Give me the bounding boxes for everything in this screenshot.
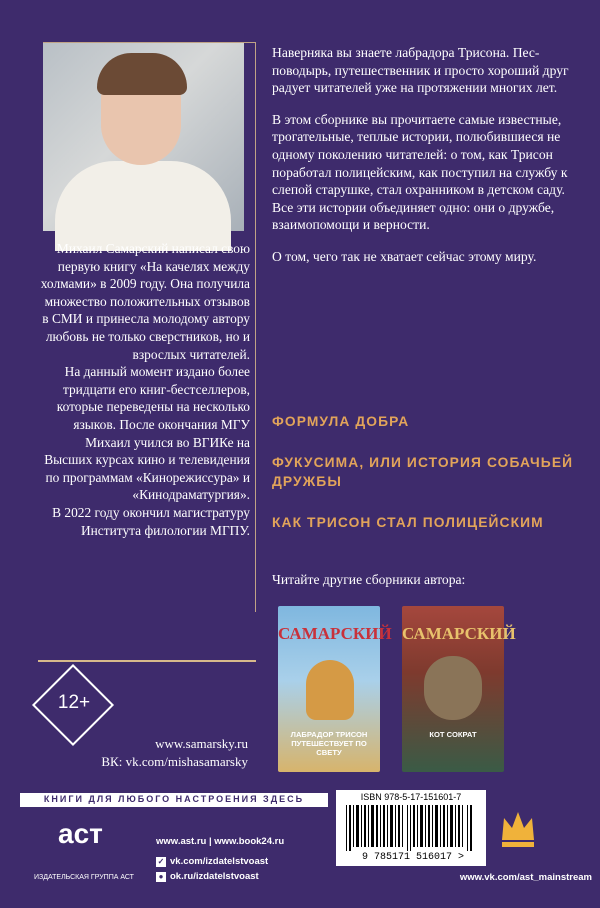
author-photo [43, 43, 244, 231]
story-title: ФУКУСИМА, ИЛИ ИСТОРИЯ СОБАЧЬЕЙ ДРУЖБЫ [272, 455, 574, 489]
cover-title: КОТ СОКРАТ [429, 730, 477, 739]
barcode-number: 9 785171 516017 > [361, 852, 465, 863]
bio-paragraph: Михаил Самарский написал свою первую книгу «На качелях между холмами» в 2009 году. Она получила множество положительных отзывов в СМИ и принесла молодому автору любовь не только сверстников, но и взрослых читателей. [40, 241, 250, 362]
dog-illustration [306, 660, 354, 720]
description-paragraph: Наверняка вы знаете лабрадора Трисона. Пес-поводырь, путешественник и просто хороший друг радует читателей уже на протяжении многих лет. [272, 45, 569, 96]
author-bio [40, 240, 250, 539]
publisher-logo: аст [58, 818, 103, 849]
ok-icon: ● [156, 872, 166, 882]
slogan-text: КНИГИ ДЛЯ ЛЮБОГО НАСТРОЕНИЯ ЗДЕСЬ [43, 794, 305, 804]
cover-author: САМАРСКИЙ [402, 624, 516, 643]
publisher-vk: www.vk.com/ast_mainstream [459, 872, 592, 883]
read-more-text: Читайте другие сборники автора: [272, 572, 466, 587]
bio-divider [38, 660, 256, 662]
crown-icon [500, 808, 536, 848]
cover-author: САМАРСКИЙ [278, 624, 392, 643]
publisher-links: www.ast.ru | www.book24.ru [156, 836, 285, 847]
book-cover-trison [278, 606, 392, 772]
book-cover-sokrat [402, 606, 516, 772]
social-vk-text: vk.com/izdatelstvoast [170, 856, 269, 867]
age-rating-text: 12+ [57, 692, 91, 713]
cat-illustration [424, 656, 482, 720]
story-title: КАК ТРИСОН СТАЛ ПОЛИЦЕЙСКИМ [272, 515, 544, 530]
column-divider [255, 42, 256, 612]
author-website: www.samarsky.ru [155, 736, 248, 751]
bio-paragraph: На данный момент издано более тридцати его книг-бестселлеров, которые переведены на несколько языков. После окончания МГУ Михаил учился во ВГИКе на Высших курсах кино и телевидения по программам «Кинорежиссура» и «Кинодраматургия». [44, 364, 250, 503]
story-list [272, 412, 582, 554]
publisher-caption: ИЗДАТЕЛЬСКАЯ ГРУППА АСТ [34, 874, 134, 881]
cover-title: ЛАБРАДОР ТРИСОН ПУТЕШЕСТВУЕТ ПО СВЕТУ [290, 730, 368, 757]
book-description [272, 44, 572, 280]
social-vk [156, 856, 268, 867]
description-paragraph: В этом сборнике вы прочитаете самые известные, трогательные, теплые истории, полюбившиеся не одному поколению читателей: о том, как Трисон поработал полицейским, как поступил на службу к слепой старушке, стал охранником в детском саду. Все эти истории объединяет одно: они о дружбе, взаимопомощи и верности. [272, 111, 568, 233]
vk-icon: ✓ [157, 857, 165, 866]
social-ok-text: ok.ru/izdatelstvoast [170, 871, 259, 882]
social-ok [156, 871, 259, 882]
author-vk: ВК: vk.com/mishasamarsky [101, 754, 248, 769]
isbn-label: ISBN 978-5-17-151601-7 [360, 792, 462, 802]
barcode [344, 805, 478, 851]
description-paragraph: О том, чего так не хватает сейчас этому миру. [272, 248, 537, 264]
story-title: ФОРМУЛА ДОБРА [272, 414, 410, 429]
bio-paragraph: В 2022 году окончил магистратуру Института филологии МГПУ. [52, 504, 250, 538]
